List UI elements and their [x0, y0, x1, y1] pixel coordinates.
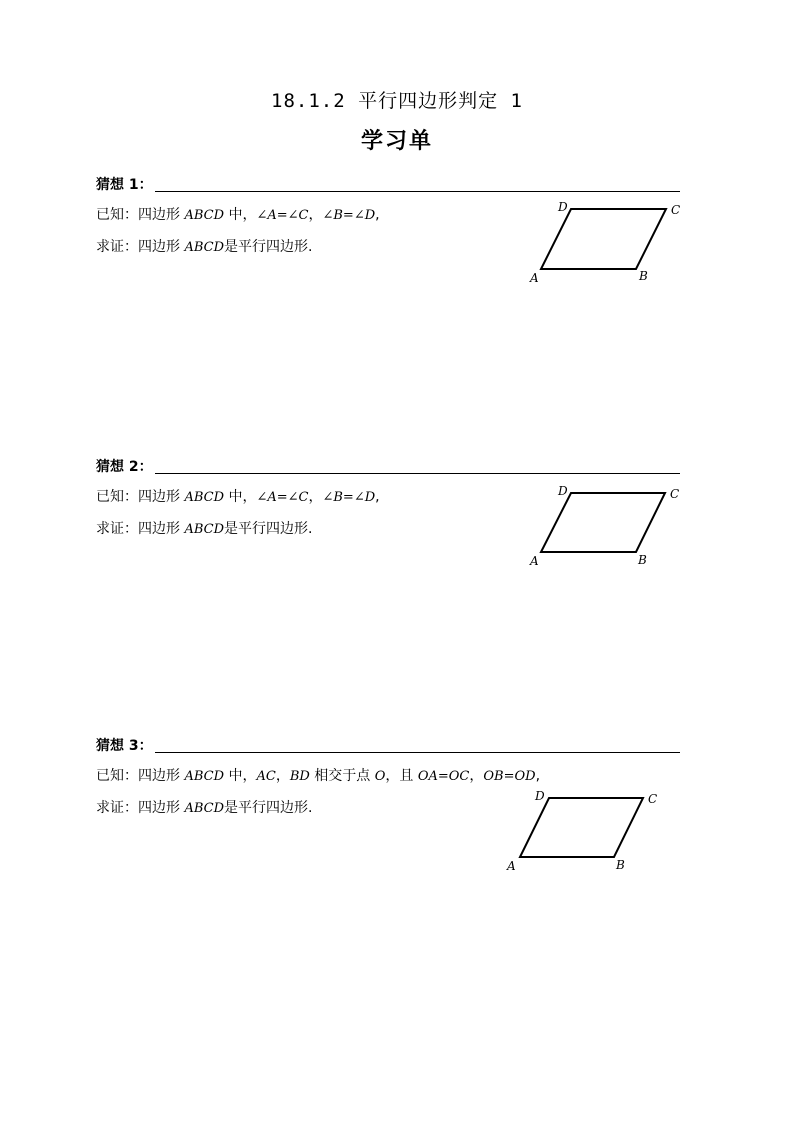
guess-row-1: [96, 174, 680, 194]
parallelogram-shape: [541, 493, 665, 552]
page-subtitle: 学习单: [360, 129, 433, 154]
guess-answer-line-3[interactable]: [155, 738, 680, 753]
vertex-label-d: D: [535, 789, 545, 803]
guess-answer-line-2[interactable]: [155, 459, 680, 474]
guess-label-3: 猜想 3：: [96, 738, 153, 754]
vertex-label-d: D: [558, 484, 568, 498]
vertex-label-c: C: [671, 203, 681, 217]
vertex-label-a: A: [530, 554, 539, 568]
parallelogram-figure-3: [500, 787, 670, 881]
vertex-label-d: D: [558, 200, 568, 214]
parallelogram-shape: [520, 798, 643, 857]
guess-label-2: 猜想 2：: [96, 459, 153, 475]
vertex-label-b: B: [639, 269, 648, 283]
prove-statement-3: 求证：四边形 ABCD是平行四边形.: [96, 800, 313, 816]
guess-row-3: [96, 735, 680, 755]
prove-statement-2: 求证：四边形 ABCD是平行四边形.: [96, 521, 313, 537]
vertex-label-b: B: [638, 553, 647, 567]
vertex-label-c: C: [648, 792, 658, 806]
known-statement-3: 已知：四边形 ABCD 中，AC，BD 相交于点 O，且 OA=OC，OB=OD,: [96, 768, 541, 784]
parallelogram-shape: [541, 209, 666, 269]
vertex-label-c: C: [670, 487, 680, 501]
vertex-label-a: A: [507, 859, 516, 873]
vertex-label-a: A: [530, 271, 539, 285]
guess-label-1: 猜想 1：: [96, 177, 153, 193]
guess-row-2: [96, 456, 680, 476]
page-title: 18.1.2 平行四边形判定 1: [271, 90, 523, 112]
known-statement-1: 已知：四边形 ABCD 中，∠A=∠C，∠B=∠D,: [96, 207, 380, 223]
parallelogram-figure-2: [525, 482, 695, 576]
vertex-label-b: B: [616, 858, 625, 872]
known-statement-2: 已知：四边形 ABCD 中，∠A=∠C，∠B=∠D,: [96, 489, 380, 505]
guess-answer-line-1[interactable]: [155, 177, 680, 192]
parallelogram-figure-1: [525, 198, 695, 292]
prove-statement-1: 求证：四边形 ABCD是平行四边形.: [96, 239, 313, 255]
